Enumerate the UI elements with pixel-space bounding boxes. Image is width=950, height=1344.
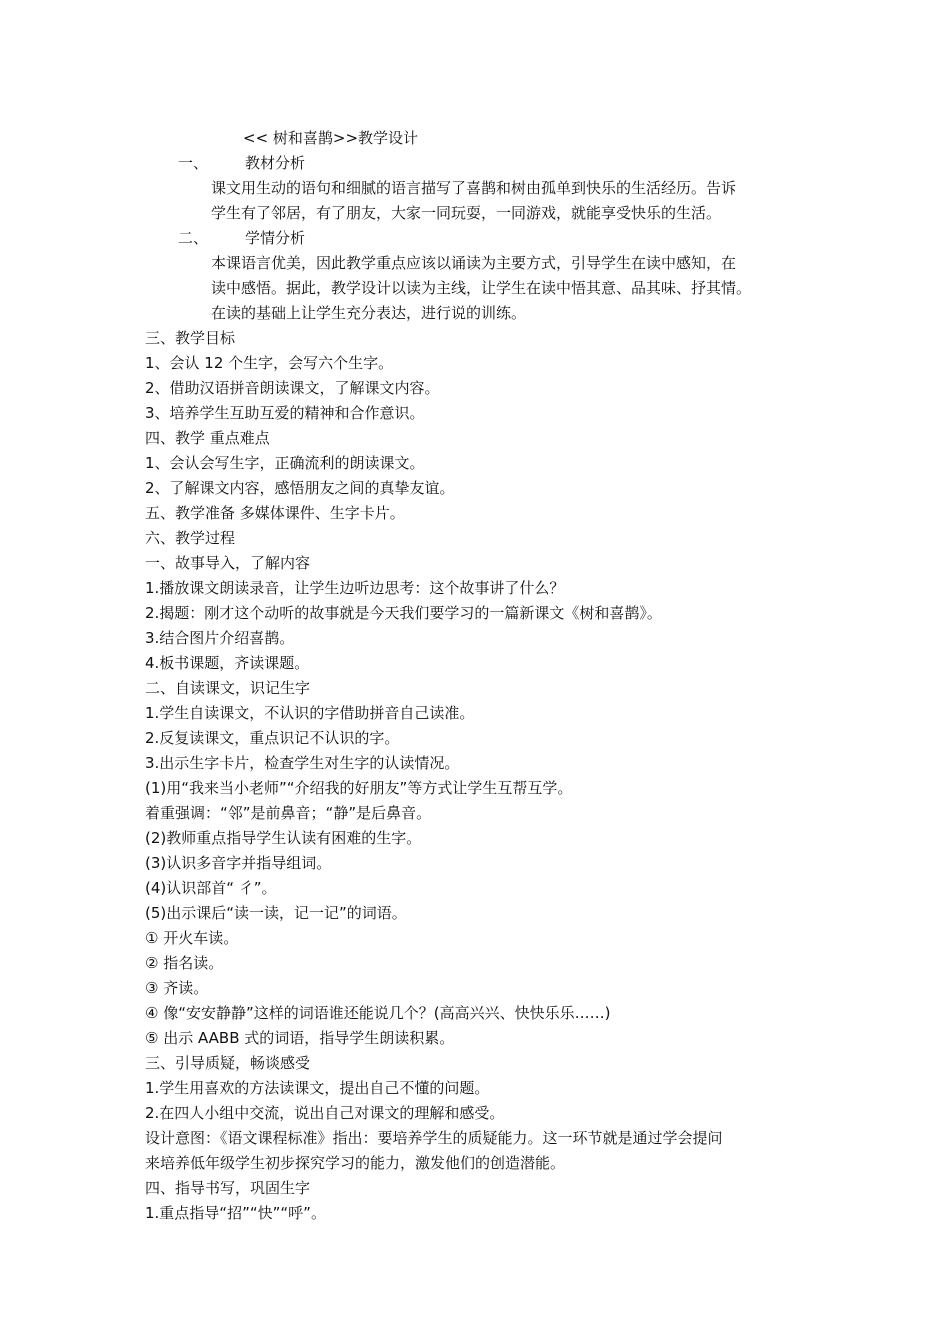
document-line: 1.学生用喜欢的方法读课文，提出自己不懂的问题。 xyxy=(145,1079,490,1097)
document-line: 五、教学准备 多媒体课件、生字卡片。 xyxy=(145,504,405,522)
paragraph-line: 课文用生动的语句和细腻的语言描写了喜鹊和树由孤单到快乐的生活经历。告诉 xyxy=(211,179,737,197)
paragraph-line: 读中感悟。据此，教学设计以读为主线，让学生在读中悟其意、品其味、抒其情。 xyxy=(211,279,752,297)
document-line: 设计意图：《语文课程标准》指出：要培养学生的质疑能力。这一环节就是通过学会提问 xyxy=(145,1129,723,1147)
document-line: 3、培养学生互助互爱的精神和合作意识。 xyxy=(145,404,425,422)
document-line: 1.学生自读课文，不认识的字借助拼音自己读准。 xyxy=(145,704,475,722)
section-heading: 学情分析 xyxy=(245,229,306,247)
section-number: 一、 xyxy=(178,154,209,172)
document-line: 2.在四人小组中交流，说出自己对课文的理解和感受。 xyxy=(145,1104,505,1122)
document-line: 三、教学目标 xyxy=(145,329,236,347)
document-line: (5)出示课后“读一读，记一记”的词语。 xyxy=(145,904,407,922)
document-line: ③ 齐读。 xyxy=(145,979,209,997)
document-line: 一、故事导入，了解内容 xyxy=(145,554,311,572)
document-line: (2)教师重点指导学生认读有困难的生字。 xyxy=(145,829,422,847)
document-line: (1)用“我来当小老师”“介绍我的好朋友”等方式让学生互帮互学。 xyxy=(145,779,573,797)
document-line: 着重强调：“邻”是前鼻音；“静”是后鼻音。 xyxy=(145,804,432,822)
paragraph-line: 本课语言优美，因此教学重点应该以诵读为主要方式，引导学生在读中感知，在 xyxy=(211,254,737,272)
paragraph-line: 学生有了邻居，有了朋友，大家一同玩耍，一同游戏，就能享受快乐的生活。 xyxy=(211,204,722,222)
document-line: ④ 像“安安静静”这样的词语谁还能说几个？(高高兴兴、快快乐乐……) xyxy=(145,1004,611,1022)
document-line: 二、自读课文，识记生字 xyxy=(145,679,311,697)
document-line: 2、借助汉语拼音朗读课文，了解课文内容。 xyxy=(145,379,440,397)
document-line: 1.重点指导“招”“快”“呼”。 xyxy=(145,1204,326,1222)
document-line: 3.结合图片介绍喜鹊。 xyxy=(145,629,295,647)
document-line: 3.出示生字卡片，检查学生对生字的认读情况。 xyxy=(145,754,460,772)
document-line: 六、教学过程 xyxy=(145,529,236,547)
document-line: 四、教学 重点难点 xyxy=(145,429,270,447)
document-line: 2、了解课文内容，感悟朋友之间的真挚友谊。 xyxy=(145,479,455,497)
document-line: 来培养低年级学生初步探究学习的能力，激发他们的创造潜能。 xyxy=(145,1154,566,1172)
document-line: ⑤ 出示 AABB 式的词语，指导学生朗读积累。 xyxy=(145,1029,455,1047)
document-line: 1.播放课文朗读录音，让学生边听边思考：这个故事讲了什么？ xyxy=(145,579,565,597)
document-line: 4.板书课题，齐读课题。 xyxy=(145,654,310,672)
document-line: 三、引导质疑，畅谈感受 xyxy=(145,1054,311,1072)
document-line: (4)认识部首“ 彳”。 xyxy=(145,879,277,897)
paragraph-line: 在读的基础上让学生充分表达，进行说的训练。 xyxy=(211,304,527,322)
document-line: ② 指名读。 xyxy=(145,954,224,972)
document-line: 2.揭题：刚才这个动听的故事就是今天我们要学习的一篇新课文《树和喜鹊》。 xyxy=(145,604,662,622)
document-line: (3)认识多音字并指导组词。 xyxy=(145,854,332,872)
document-line: ① 开火车读。 xyxy=(145,929,239,947)
document-title: << 树和喜鹊>>教学设计 xyxy=(243,129,419,147)
document-line: 1、会认 12 个生字，会写六个生字。 xyxy=(145,354,394,372)
section-number: 二、 xyxy=(178,229,209,247)
section-heading: 教材分析 xyxy=(245,154,306,172)
document-line: 四、指导书写，巩固生字 xyxy=(145,1179,311,1197)
document-line: 1、会认会写生字，正确流利的朗读课文。 xyxy=(145,454,425,472)
document-line: 2.反复读课文，重点识记不认识的字。 xyxy=(145,729,400,747)
